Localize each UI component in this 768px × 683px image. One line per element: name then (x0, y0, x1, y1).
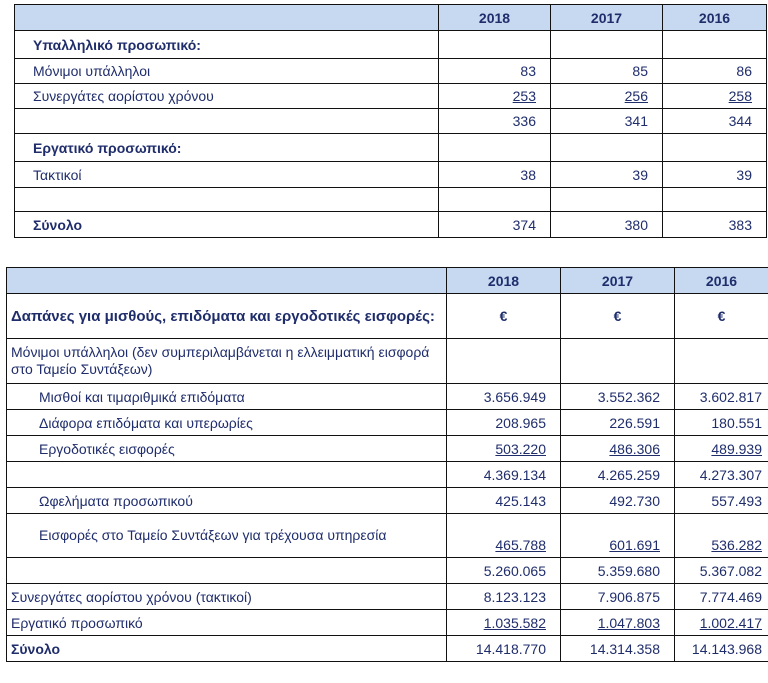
cell-value: 536.282 (711, 537, 762, 553)
currency-symbol: € (675, 294, 768, 339)
cell-value: 226.591 (561, 410, 675, 436)
table-row (15, 162, 767, 188)
currency-symbol: € (447, 294, 561, 339)
subtotal-value: 336 (439, 109, 551, 134)
cell-value: 208.965 (447, 410, 561, 436)
total-row (7, 636, 768, 662)
cell-value: 83 (439, 59, 551, 84)
cell-value: 253 (512, 88, 536, 104)
year-2016: 2016 (663, 5, 767, 31)
total-value: 14.314.358 (561, 636, 675, 662)
cell-value: 1.002.417 (699, 614, 762, 631)
year-2017: 2017 (561, 268, 675, 294)
header-blank (15, 5, 439, 31)
cell-value: 258 (728, 88, 752, 104)
row-label: Εργατικό προσωπικό (7, 610, 447, 636)
row-label: Συνεργάτες αορίστου χρόνου (15, 84, 439, 109)
cell-value: 601.691 (609, 537, 660, 553)
row-label: Τακτικοί (15, 162, 439, 188)
row-label: Εργοδοτικές εισφορές (7, 436, 447, 462)
subtotal-value: 4.265.259 (561, 462, 675, 488)
cell-value: 486.306 (609, 440, 660, 457)
total-value: 14.143.968 (675, 636, 768, 662)
row-label: Εισφορές στο Ταμείο Συντάξεων για τρέχουσα υπηρεσία (7, 514, 447, 558)
year-2016: 2016 (675, 268, 768, 294)
row-label: Μόνιμοι υπάλληλοι (δεν συμπεριλαμβάνεται η ελλειμματική εισφορά στο Ταμείο Συντάξεων) (7, 339, 447, 384)
total-value: 14.418.770 (447, 636, 561, 662)
table-row (7, 436, 768, 462)
section-title: Εργατικό προσωπικό: (15, 134, 439, 162)
cell-value: 503.220 (495, 440, 546, 457)
cell-value: 180.551 (675, 410, 768, 436)
subtotal-row (7, 558, 768, 584)
table-row (7, 514, 768, 558)
year-2018: 2018 (439, 5, 551, 31)
table-row (15, 84, 767, 109)
cell-value: 425.143 (447, 488, 561, 514)
costs-title: Δαπάνες για μισθούς, επιδόματα και εργοδοτικές εισφορές: (7, 294, 447, 339)
subtotal-row (7, 462, 768, 488)
cell-value: 7.906.875 (561, 584, 675, 610)
row-label: Μισθοί και τιμαριθμικά επιδόματα (7, 384, 447, 410)
table-row (7, 488, 768, 514)
subtotal-value: 5.260.065 (447, 558, 561, 584)
year-2017: 2017 (551, 5, 663, 31)
header-row (15, 5, 767, 31)
row-label: Συνεργάτες αορίστου χρόνου (τακτικοί) (7, 584, 447, 610)
total-label: Σύνολο (7, 636, 447, 662)
cell-value: 3.602.817 (675, 384, 768, 410)
cell-value: 1.047.803 (597, 614, 660, 631)
cell-value: 557.493 (675, 488, 768, 514)
permanent-staff-row (7, 339, 768, 384)
cell-value: 3.552.362 (561, 384, 675, 410)
subtotal-row (15, 109, 767, 134)
cell-value: 38 (439, 162, 551, 188)
row-label: Ωφελήματα προσωπικού (7, 488, 447, 514)
total-label: Σύνολο (15, 212, 439, 238)
row-label: Μόνιμοι υπάλληλοι (15, 59, 439, 84)
cell-value: 1.035.582 (483, 614, 546, 631)
cell-value: 465.788 (495, 537, 546, 553)
cell-value: 39 (663, 162, 767, 188)
subtotal-value: 344 (663, 109, 767, 134)
header-row (7, 268, 768, 294)
subtotal-value: 4.369.134 (447, 462, 561, 488)
section-title: Υπαλληλικό προσωπικό: (15, 31, 439, 59)
total-value: 380 (551, 212, 663, 238)
cell-value: 256 (624, 88, 648, 104)
blank-row (15, 188, 767, 212)
section-row (15, 134, 767, 162)
cell-value: 86 (663, 59, 767, 84)
table-row (15, 59, 767, 84)
subtotal-value: 341 (551, 109, 663, 134)
year-2018: 2018 (447, 268, 561, 294)
header-blank (7, 268, 447, 294)
table-row (7, 384, 768, 410)
cell-value: 39 (551, 162, 663, 188)
cell-value: 7.774.469 (675, 584, 768, 610)
total-value: 374 (439, 212, 551, 238)
costs-title-row (7, 294, 768, 339)
cell-value: 492.730 (561, 488, 675, 514)
cell-value: 85 (551, 59, 663, 84)
table-row (7, 610, 768, 636)
staff-costs-table (6, 267, 768, 662)
cell-value: 3.656.949 (447, 384, 561, 410)
cell-value: 489.939 (711, 440, 762, 457)
total-value: 383 (663, 212, 767, 238)
table-row (7, 410, 768, 436)
cell-value: 8.123.123 (447, 584, 561, 610)
subtotal-value: 4.273.307 (675, 462, 768, 488)
subtotal-value: 5.367.082 (675, 558, 768, 584)
subtotal-value: 5.359.680 (561, 558, 675, 584)
currency-symbol: € (561, 294, 675, 339)
section-row (15, 31, 767, 59)
table-row (7, 584, 768, 610)
total-row (15, 212, 767, 238)
row-label: Διάφορα επιδόματα και υπερωρίες (7, 410, 447, 436)
staff-count-table (14, 4, 767, 238)
